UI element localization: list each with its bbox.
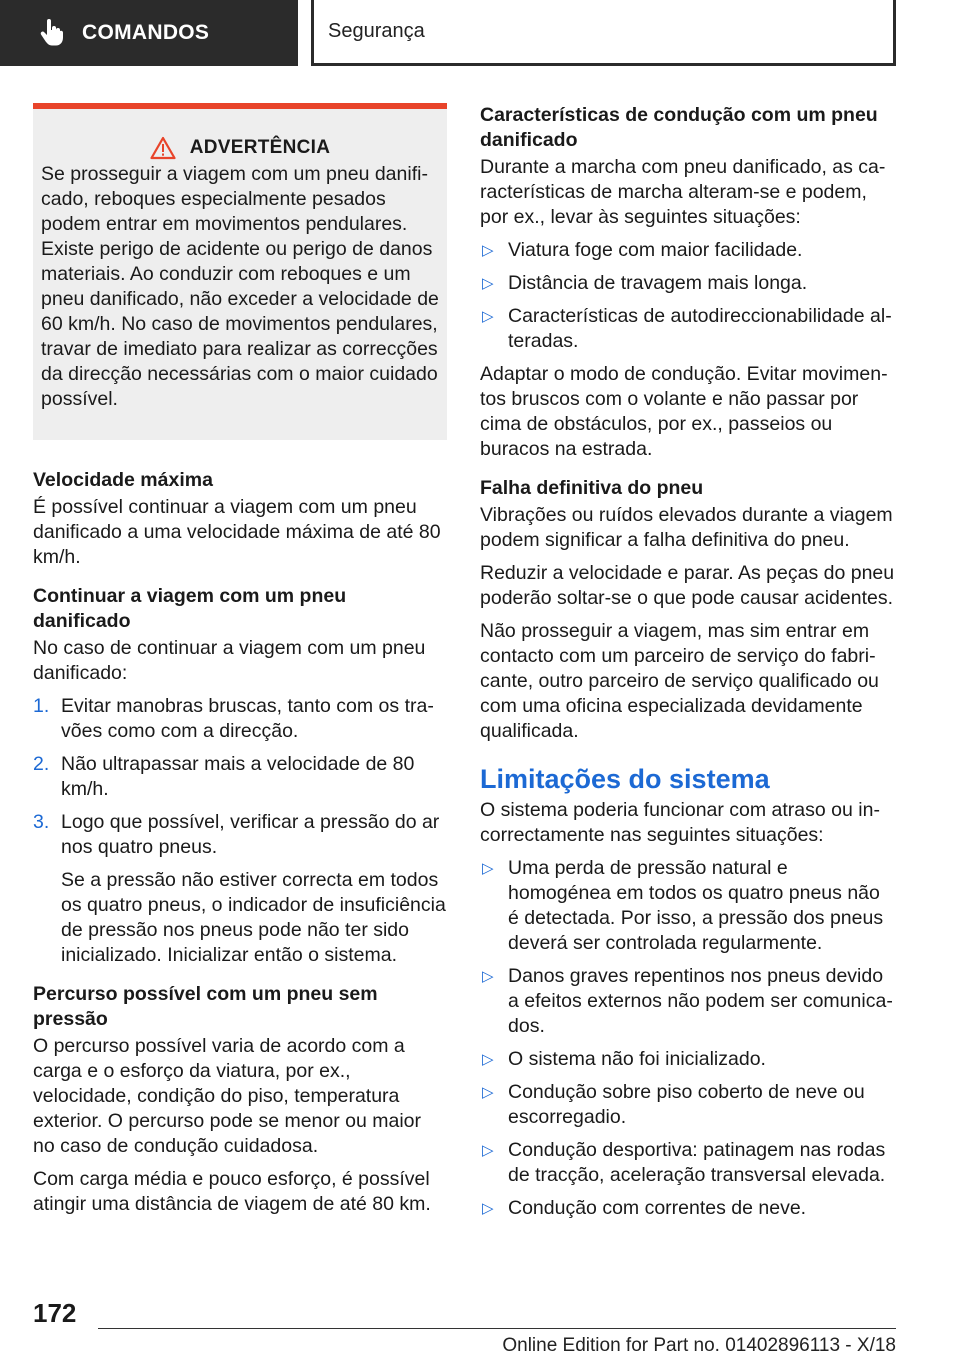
list-item [480, 271, 896, 296]
paragraph: Com carga média e pouco esforço, é possível atingir uma distância de viagem de até 80 km. [33, 1168, 431, 1215]
footer-divider [98, 1328, 896, 1329]
list-item [480, 856, 896, 956]
section-title-continue-trip: Continuar a viagem com um pneu danificado [33, 585, 347, 632]
paragraph: Não prosseguir a viagem, mas sim entrar em contacto com um parceiro de serviço do fabricante, outro parceiro de serviço qualificado ou com uma oficina especializada devidamente qualificada. [480, 620, 879, 742]
list-item [480, 304, 896, 354]
section-tab [0, 0, 298, 66]
warning-title: ADVERTÊNCIA [189, 137, 331, 158]
paragraph: Adaptar o modo de condução. Evitar movimentos bruscos com o volante e não passar por cima de obstáculos, por ex., passeios ou buracos na estrada. [480, 363, 888, 460]
warning-text: Se prosseguir a viagem com um pneu danificado, reboques especialmente pesados podem entrar em movimentos pendulares. Existe perigo de acidente ou perigo de danos materiais. Ao conduzir com reboques e um pneu danificado, não exceder a velocidade de 60 km/h. No caso de movimentos pendulares, travar de imediato para realizar as correcções da direcção necessárias com o maior cuidado possível. [41, 163, 439, 410]
right-column [480, 103, 896, 1229]
list-item-text: Não ultrapassar mais a velocidade de 80 km/h. [61, 753, 415, 800]
list-item [480, 238, 896, 263]
triangle-bullet-icon: ▷ [482, 1051, 494, 1068]
triangle-bullet-icon: ▷ [482, 308, 494, 325]
paragraph: O sistema poderia funcionar com atraso ou incorrectamente nas seguintes situações: [480, 799, 880, 846]
list-item-text: Distância de travagem mais longa. [508, 272, 808, 294]
list-number: 2. [33, 753, 50, 775]
list-item-text: Viatura foge com maior facilidade. [508, 239, 803, 261]
list-item-text: Condução com correntes de neve. [508, 1197, 807, 1219]
list-item [33, 694, 447, 744]
paragraph: No caso de continuar a viagem com um pneu danificado: [33, 637, 426, 684]
page-header [0, 0, 960, 66]
list-item [480, 1138, 896, 1188]
triangle-bullet-icon: ▷ [482, 860, 494, 877]
warning-triangle-icon [150, 136, 176, 160]
left-column [33, 103, 447, 1225]
warning-heading [41, 135, 439, 160]
triangle-bullet-icon: ▷ [482, 968, 494, 985]
section-title-max-speed: Velocidade máxima [33, 469, 213, 491]
list-item [33, 810, 447, 860]
numbered-list [33, 694, 447, 860]
list-item-text: O sistema não foi inicializado. [508, 1048, 766, 1070]
list-note: Se a pressão não estiver correcta em todos os quatro pneus, o indicador de insuficiência de pressão nos pneus pode não ter sido inicializado. Inicializar então o sistema. [61, 869, 446, 966]
triangle-bullet-icon: ▷ [482, 275, 494, 292]
list-item [480, 964, 896, 1039]
list-number: 1. [33, 695, 50, 717]
list-item-text: Condução desportiva: patinagem nas rodas de tracção, aceleração transversal elevada. [508, 1139, 886, 1186]
section-title-flat-tire-range: Percurso possível com um pneu sem pressão [33, 983, 378, 1030]
list-item [33, 752, 447, 802]
section-title-driving-characteristics: Características de condução com um pneu danificado [480, 104, 878, 151]
list-item-text: Logo que possível, verificar a pressão do ar nos quatro pneus. [61, 811, 440, 858]
triangle-bullet-icon: ▷ [482, 242, 494, 259]
page-number: 172 [33, 1298, 77, 1328]
warning-box [33, 103, 447, 440]
bullet-list [480, 238, 896, 354]
section-tab-label: COMANDOS [82, 21, 210, 44]
list-item [480, 1196, 896, 1221]
section-title-system-limits: Limitações do sistema [480, 764, 770, 794]
pointing-hand-icon [36, 18, 66, 48]
list-item-text: Uma perda de pressão natural e homogénea em todos os quatro pneus não é detectada. Por isso, a pressão dos pneus deverá ser controlada regularmente. [508, 857, 884, 954]
bullet-list [480, 856, 896, 1221]
section-title-tire-failure: Falha definitiva do pneu [480, 477, 704, 499]
list-item-text: Danos graves repentinos nos pneus devido a efeitos externos não podem ser comunicados. [508, 965, 893, 1037]
list-item-text: Características de autodireccionabilidade alteradas. [508, 305, 892, 352]
list-item-text: Evitar manobras bruscas, tanto com os travões como com a direcção. [61, 695, 434, 742]
triangle-bullet-icon: ▷ [482, 1200, 494, 1217]
paragraph: O percurso possível varia de acordo com a carga e o esforço da viatura, por ex., velocidade, condição do piso, temperatura exterior. O percurso pode se menor ou maior no caso de condução cuidadosa. [33, 1035, 422, 1157]
triangle-bullet-icon: ▷ [482, 1142, 494, 1159]
paragraph: Reduzir a velocidade e parar. As peças do pneu poderão soltar-se o que pode causar acidentes. [480, 562, 895, 609]
paragraph: Durante a marcha com pneu danificado, as características de marcha alteram-se e podem, por ex., levar às seguintes situações: [480, 156, 886, 228]
paragraph: Vibrações ou ruídos elevados durante a viagem podem significar a falha definitiva do pneu. [480, 504, 893, 551]
triangle-bullet-icon: ▷ [482, 1084, 494, 1101]
list-item [480, 1080, 896, 1130]
list-item [480, 1047, 896, 1072]
paragraph: É possível continuar a viagem com um pneu danificado a uma velocidade máxima de até 80 km/h. [33, 496, 441, 568]
list-item-text: Condução sobre piso coberto de neve ou escorregadio. [508, 1081, 865, 1128]
list-number: 3. [33, 811, 50, 833]
chapter-title: Segurança [311, 0, 896, 66]
footer-edition: Online Edition for Part no. 01402896113 - X/18 [502, 1335, 896, 1356]
